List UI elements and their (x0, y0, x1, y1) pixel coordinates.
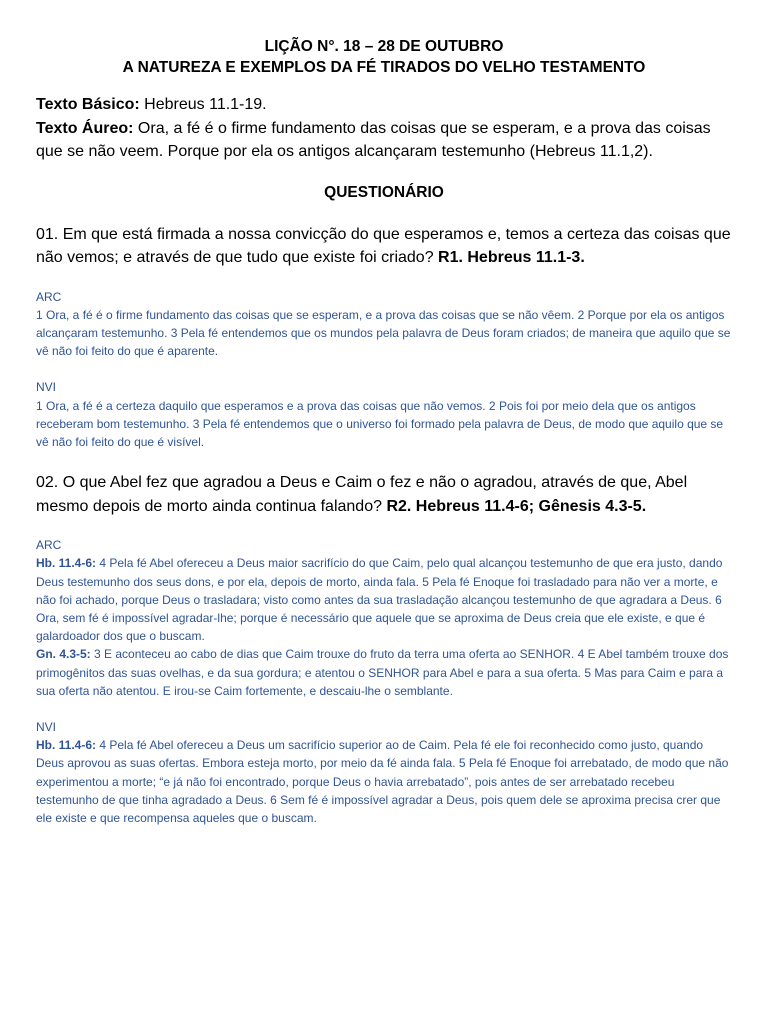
q2-arc-label: ARC (36, 538, 62, 553)
q2-arc-genesis-text: 3 E aconteceu ao cabo de dias que Caim trouxe do fruto da terra uma oferta ao SENHOR. 4 E Abel também trouxe dos primogênitos das suas ovelhas, e da sua gordura; e atentou o SENHOR para Abel e para a sua oferta. 5 Mas para Caim e para a sua oferta não atentou. E irou-se Caim fortemente, e descaiu-lhe o semblante. (36, 647, 729, 698)
q1-arc-block (36, 288, 732, 361)
q1-arc-label: ARC (36, 289, 62, 304)
texto-aureo-text: Ora, a fé é o firme fundamento das coisas que se esperam, e a prova das coisas que se não veem. Porque por ela os antigos alcançaram testemunho (Hebreus 11.1,2). (36, 119, 711, 160)
document-page (36, 36, 732, 827)
q2-nvi-block (36, 718, 732, 827)
texto-basico-label: Texto Básico: (36, 96, 140, 113)
q1-nvi-text: 1 Ora, a fé é a certeza daquilo que esperamos e a prova das coisas que não vemos. 2 Pois foi por meio dela que os antigos receberam bom testemunho. 3 Pela fé entendemos que o universo foi formado pela palavra de Deus, de modo que aquilo que se vê não foi feito do que é visível. (36, 398, 724, 449)
q2-arc-block (36, 536, 732, 700)
texto-aureo (36, 117, 732, 164)
q2-arc-hebrews-ref: Hb. 11.4-6: (36, 556, 97, 571)
q2-nvi-hebrews-text: 4 Pela fé Abel ofereceu a Deus um sacrifício superior ao de Caim. Pela fé ele foi reconhecido como justo, quando Deus aprovou as suas ofertas. Embora esteja morto, por meio da fé ainda fala. 5 Pela fé Enoque foi arrebatado, de modo que não experimentou a morte; “e já não foi encontrado, porque Deus o havia arrebatado”, pois antes de ser arrebatado recebeu testemunho de que tinha agradado a Deus. 6 Sem fé é impossível agradar a Deus, pois quem dele se aproxima precisa crer que ele existe e que recompensa aqueles que o buscam. (36, 738, 729, 825)
question-1-text: 01. Em que está firmada a nossa convicção do que esperamos e, temos a certeza das coisas que não vemos; e através de que tudo que existe foi criado? (36, 225, 731, 266)
q2-nvi-label: NVI (36, 719, 57, 734)
texto-aureo-label: Texto Áureo: (36, 119, 134, 137)
q2-nvi-hebrews (36, 736, 732, 827)
lesson-title: LIÇÃO N°. 18 – 28 DE OUTUBRO (264, 38, 504, 55)
q2-nvi-hebrews-ref: Hb. 11.4-6: (36, 738, 97, 753)
q2-arc-genesis-ref: Gn. 4.3-5: (36, 647, 91, 662)
questionario-heading: QUESTIONÁRIO (324, 183, 444, 201)
texto-basico (36, 93, 732, 117)
q1-arc-text: 1 Ora, a fé é o firme fundamento das coisas que se esperam, e a prova das coisas que se não vêem. 2 Porque por ela os antigos alcançaram testemunho. 3 Pela fé entendemos que os mundos pela palavra de Deus foram criados; de maneira que aquilo que se vê não foi feito do que é aparente. (36, 307, 731, 359)
texto-section (36, 93, 732, 164)
texto-basico-text: Hebreus 11.1-19. (139, 96, 267, 113)
q1-nvi-label: NVI (36, 380, 57, 395)
question-2-text: 02. O que Abel fez que agradou a Deus e Caim o fez e não o agradou, através de que, Abel mesmo depois de morto ainda continua falando? (36, 474, 688, 515)
question-1-ref: R1. Hebreus 11.1-3. (438, 249, 585, 266)
question-2 (36, 471, 732, 518)
q1-nvi-block (36, 378, 732, 451)
q2-arc-genesis (36, 645, 732, 700)
question-2-ref: R2. Hebreus 11.4-6; Gênesis 4.3-5. (386, 497, 647, 515)
question-1 (36, 223, 732, 270)
q2-arc-hebrews-text: 4 Pela fé Abel ofereceu a Deus maior sacrifício do que Caim, pelo qual alcançou testemunho de que era justo, dando Deus testemunho dos seus dons, e por ela, depois de morto, ainda fala. 5 Pela fé Enoque foi trasladado para não ver a morte, e não foi achado, porque Deus o trasladara; visto como antes da sua trasladação alcançou testemunho de que agradara a Deus. 6 Ora, sem fé é impossível agradar-lhe; porque é necessário que aquele que se aproxima de Deus creia que ele existe, e que é galardoador dos que o buscam. (36, 556, 723, 644)
q2-arc-hebrews (36, 554, 732, 645)
lesson-subtitle: A NATUREZA E EXEMPLOS DA FÉ TIRADOS DO VELHO TESTAMENTO (122, 59, 646, 76)
